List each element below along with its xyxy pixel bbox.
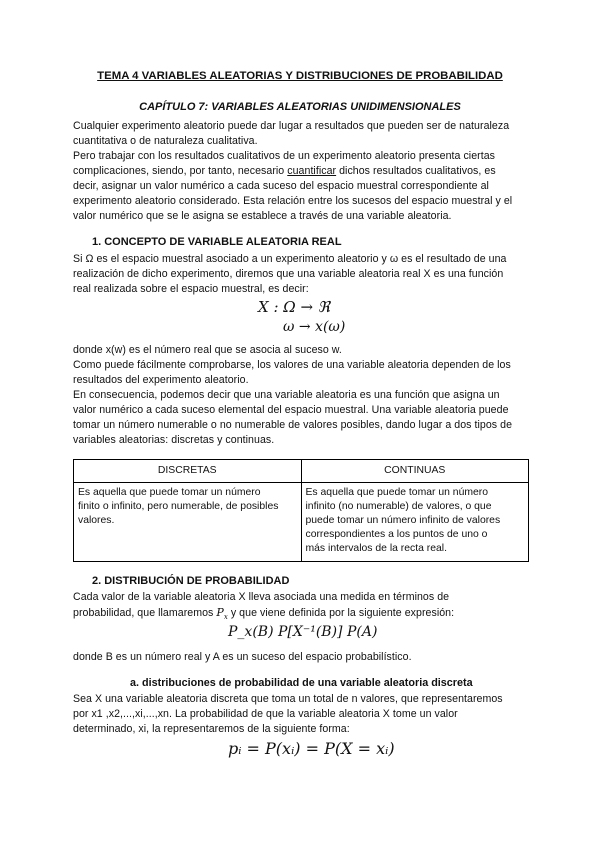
- section-1-line-3: real realizada sobre el espacio muestral, es decir:: [73, 283, 309, 295]
- table-header-continuas: CONTINUAS: [301, 460, 529, 483]
- section-1-line-1: Si Ω es el espacio muestral asociado a un experimento aleatorio y ω es el resultado de una: [73, 253, 507, 265]
- cell-line: más intervalos de la recta real.: [305, 543, 447, 554]
- section-1-after-6: tomar un número numerable o no numerable de valores posibles, dando lugar a dos tipos de: [73, 419, 513, 431]
- formula-probability: P_x(B) P[X⁻¹(B)] P(A): [228, 624, 378, 640]
- cell-discretas: [74, 483, 302, 562]
- cell-line: valores.: [78, 515, 115, 526]
- section-2-line-2: [73, 605, 454, 625]
- px-symbol: [216, 606, 228, 622]
- intro-line-7: valor numérico que se le asigna se establece a través de una variable aleatoria.: [73, 210, 452, 222]
- section-1-after-4: En consecuencia, podemos decir que una variable aleatoria es una función que asigna un: [73, 389, 500, 401]
- subsection-a-line-1: Sea X una variable aleatoria discreta que toma un total de n valores, que representaremos: [73, 693, 503, 705]
- subsection-a-line-3: determinado, xi, la representaremos de la siguiente forma:: [73, 723, 350, 735]
- section-1-after-1: donde x(w) es el número real que se asocia al suceso w.: [73, 344, 342, 356]
- subsection-a-heading: a. distribuciones de probabilidad de una variable aleatoria discreta: [130, 677, 473, 689]
- section-1-heading: 1. CONCEPTO DE VARIABLE ALEATORIA REAL: [92, 236, 342, 248]
- section-2-after: donde B es un número real y A es un suceso del espacio probabilístico.: [73, 651, 412, 663]
- intro-line-2: cuantitativa o de naturaleza cualitativa.: [73, 135, 258, 147]
- intro-line-4a: complicaciones, siendo, por tanto, necesario: [73, 165, 285, 177]
- cell-line: finito o infinito, pero numerable, de posibles: [78, 501, 279, 512]
- section-2-line-1: Cada valor de la variable aleatoria X lleva asociada una medida en términos de: [73, 591, 450, 603]
- cell-line: infinito (no numerable) de valores, o que: [305, 501, 492, 512]
- intro-line-3: Pero trabajar con los resultados cualitativos de un experimento aleatorio presenta ciertas: [73, 150, 496, 162]
- section-2-line-2b: y que viene definida por la siguiente expresión:: [230, 607, 455, 619]
- section-2-line-2a: probabilidad, que llamaremos: [73, 607, 214, 619]
- section-1-after-3: resultados del experimento aleatorio.: [73, 374, 249, 386]
- table-header-discretas: DISCRETAS: [74, 460, 302, 483]
- cell-line: Es aquella que puede tomar un número: [78, 487, 261, 498]
- table-header-row: [74, 460, 529, 483]
- underlined-word-cuantificar: cuantificar: [287, 165, 337, 177]
- section-1-after-5: valor numérico a cada suceso elemental del espacio muestral. Una variable aleatoria puede: [73, 404, 509, 416]
- section-1-after-7: variables aleatorias: discretas y continuas.: [73, 434, 275, 446]
- px-subscript: x: [223, 613, 228, 622]
- cell-line: correspondientes a los puntos de uno o: [305, 529, 488, 540]
- formula-mapping-2: ω → x(ω): [283, 319, 346, 335]
- intro-line-5: decir, asignar un valor numérico a cada suceso del espacio muestral correspondiente al: [73, 180, 489, 192]
- formula-discrete-probability: pᵢ = P(xᵢ) = P(X = xᵢ): [228, 739, 395, 758]
- subsection-a-line-2: por x1 ,x2,...,xi,...,xn. La probabilidad de que la variable aleatoria X tome un valor: [73, 708, 458, 720]
- section-2-heading: 2. DISTRIBUCIÓN DE PROBABILIDAD: [92, 575, 290, 587]
- chapter-heading: CAPÍTULO 7: VARIABLES ALEATORIAS UNIDIMENSIONALES: [139, 101, 461, 113]
- cell-line: puede tomar un número infinito de valores: [305, 515, 501, 526]
- section-1-line-2: realización de dicho experimento, diremos que una variable aleatoria real X es una función: [73, 268, 504, 280]
- formula-mapping-1: X : Ω → ℜ: [258, 298, 331, 316]
- document-title: TEMA 4 VARIABLES ALEATORIAS Y DISTRIBUCIONES DE PROBABILIDAD: [97, 70, 503, 82]
- intro-line-4b: dichos resultados cualitativos, es: [336, 165, 496, 177]
- px-letter: P: [216, 606, 224, 619]
- section-1-after-2: Como puede fácilmente comprobarse, los valores de una variable aleatoria dependen de los: [73, 359, 511, 371]
- table-row: [74, 483, 529, 562]
- intro-line-1: Cualquier experimento aleatorio puede dar lugar a resultados que pueden ser de naturaleza: [73, 120, 510, 132]
- intro-line-4: [73, 164, 496, 179]
- cell-continuas: [301, 483, 529, 562]
- variable-types-table: [73, 459, 529, 562]
- intro-line-6: experimento aleatorio considerado. Esta relación entre los sucesos del espacio muestral y el: [73, 195, 513, 207]
- cell-line: Es aquella que puede tomar un número: [305, 487, 489, 498]
